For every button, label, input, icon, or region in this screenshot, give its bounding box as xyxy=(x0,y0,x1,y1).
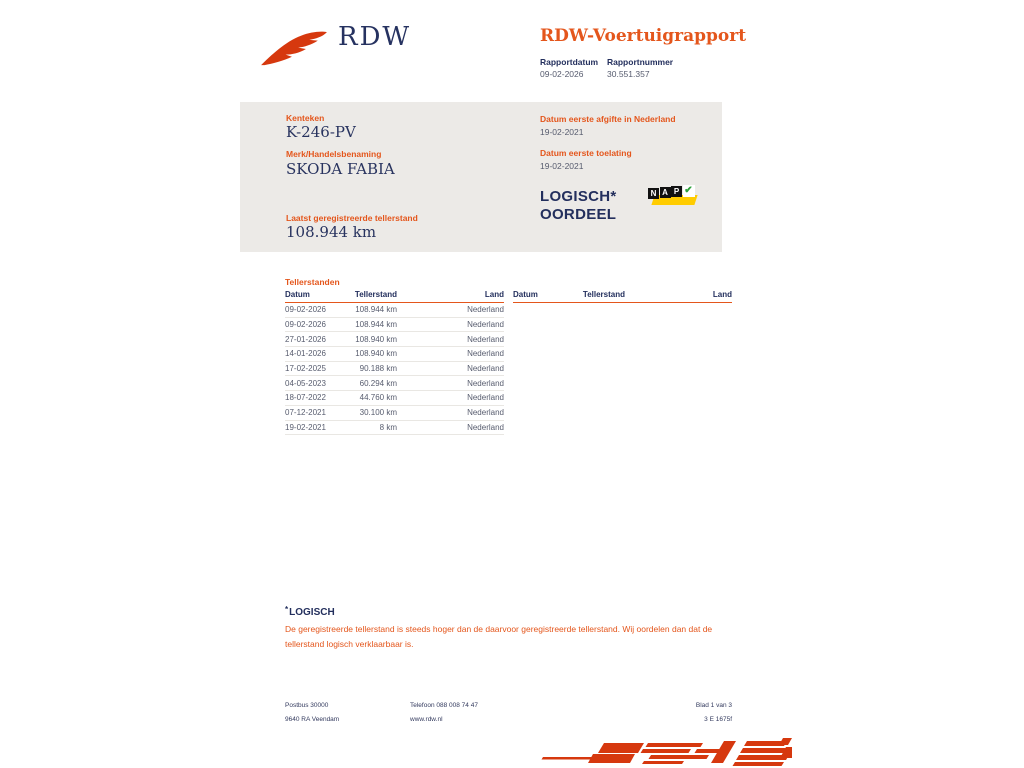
table-row xyxy=(285,421,504,436)
footer-phone: Telefoon 088 008 74 47 xyxy=(410,702,478,709)
toelating-label: Datum eerste toelating xyxy=(540,148,632,158)
table-cell: 8 km xyxy=(379,422,397,432)
kenteken-label: Kenteken xyxy=(286,113,325,123)
table-cell: Nederland xyxy=(467,378,504,388)
table-cell: 09-02-2026 xyxy=(285,320,326,330)
table-cell: 17-02-2025 xyxy=(285,364,326,374)
footnote-text: De geregistreerde tellerstand is steeds hoger dan de daarvoor geregistreerde tellerstand. Wij oordelen dan dat de tellerstand logisch verklaarbaar is. xyxy=(285,624,713,649)
table-cell: 108.940 km xyxy=(355,349,397,359)
tellerstanden-section-title: Tellerstanden xyxy=(285,277,340,287)
column-header-datum: Datum xyxy=(513,290,538,299)
rdw-logo-text: RDW xyxy=(338,22,412,52)
tellerstanden-table-body xyxy=(285,303,504,435)
column-header-datum: Datum xyxy=(285,290,310,299)
table-row xyxy=(285,406,504,421)
table-cell: 27-01-2026 xyxy=(285,334,326,344)
table-row xyxy=(285,332,504,347)
report-date-value: 09-02-2026 xyxy=(540,69,584,79)
merk-value: SKODA FABIA xyxy=(286,160,395,178)
footer-address-line2: 9640 RA Veendam xyxy=(285,716,340,723)
afgifte-value: 19-02-2021 xyxy=(540,127,584,137)
nap-letter-a: A xyxy=(660,187,671,198)
vehicle-summary-panel xyxy=(240,102,722,252)
tellerstand-value: 108.944 km xyxy=(286,223,377,241)
table-cell: 30.100 km xyxy=(359,408,397,418)
table-row xyxy=(285,376,504,391)
table-cell: 44.760 km xyxy=(359,393,397,403)
table-cell: Nederland xyxy=(467,408,504,418)
table-cell: Nederland xyxy=(467,393,504,403)
report-number-value: 30.551.357 xyxy=(607,69,650,79)
tellerstand-label: Laatst geregistreerde tellerstand xyxy=(286,213,418,223)
table-cell: 07-12-2021 xyxy=(285,408,326,418)
tellerstanden-table-header-secondary xyxy=(513,290,732,303)
column-header-tellerstand: Tellerstand xyxy=(582,290,625,299)
tellerstanden-table-secondary xyxy=(513,290,732,303)
kenteken-value: K-246-PV xyxy=(286,123,356,141)
table-cell: 60.294 km xyxy=(359,378,397,388)
footnote-title xyxy=(285,605,335,618)
oordeel-line1: LOGISCH* xyxy=(540,188,617,205)
table-cell: Nederland xyxy=(467,320,504,330)
table-row xyxy=(285,347,504,362)
footer-website-link[interactable]: www.rdw.nl xyxy=(410,716,443,723)
table-cell: 108.940 km xyxy=(355,334,397,344)
table-cell: 19-02-2021 xyxy=(285,422,326,432)
rdw-stripes-graphic xyxy=(540,738,792,768)
report-date-label: Rapportdatum xyxy=(540,57,599,67)
toelating-value: 19-02-2021 xyxy=(540,161,584,171)
nap-letter-p: P xyxy=(671,186,682,197)
table-cell: 14-01-2026 xyxy=(285,349,326,359)
oordeel-line2: OORDEEL xyxy=(540,206,617,223)
footnote-asterisk: * xyxy=(285,605,289,614)
table-cell: Nederland xyxy=(467,334,504,344)
footer-doc-code: 3 E 1675f xyxy=(704,716,732,723)
table-row xyxy=(285,391,504,406)
report-number-label: Rapportnummer xyxy=(607,57,674,67)
table-cell: Nederland xyxy=(467,349,504,359)
table-cell: 09-02-2026 xyxy=(285,305,326,315)
tellerstanden-table xyxy=(285,290,504,435)
column-header-land: Land xyxy=(712,290,732,299)
oordeel-text xyxy=(540,188,617,224)
rdw-feather-icon xyxy=(256,28,332,70)
table-cell: Nederland xyxy=(467,422,504,432)
table-row xyxy=(285,362,504,377)
table-cell: Nederland xyxy=(467,305,504,315)
column-header-land: Land xyxy=(484,290,504,299)
footer-page-number: Blad 1 van 3 xyxy=(695,702,732,709)
footer-address-line1: Postbus 30000 xyxy=(285,702,329,709)
tellerstanden-table-header xyxy=(285,290,504,303)
footnote-title-text: LOGISCH xyxy=(289,607,335,618)
column-header-tellerstand: Tellerstand xyxy=(354,290,397,299)
nap-logo xyxy=(648,185,698,209)
table-cell: 18-07-2022 xyxy=(285,393,326,403)
table-cell: 04-05-2023 xyxy=(285,378,326,388)
table-cell: 90.188 km xyxy=(359,364,397,374)
table-cell: 108.944 km xyxy=(355,305,397,315)
table-cell: Nederland xyxy=(467,364,504,374)
table-row xyxy=(285,318,504,333)
document-title: RDW-Voertuigrapport xyxy=(540,26,747,46)
merk-label: Merk/Handelsbenaming xyxy=(286,149,382,159)
table-row xyxy=(285,303,504,318)
afgifte-label: Datum eerste afgifte in Nederland xyxy=(540,114,676,124)
nap-check-icon: ✔ xyxy=(684,185,693,196)
nap-letter-n: N xyxy=(648,188,659,199)
rdw-logo xyxy=(256,22,412,70)
table-cell: 108.944 km xyxy=(355,320,397,330)
